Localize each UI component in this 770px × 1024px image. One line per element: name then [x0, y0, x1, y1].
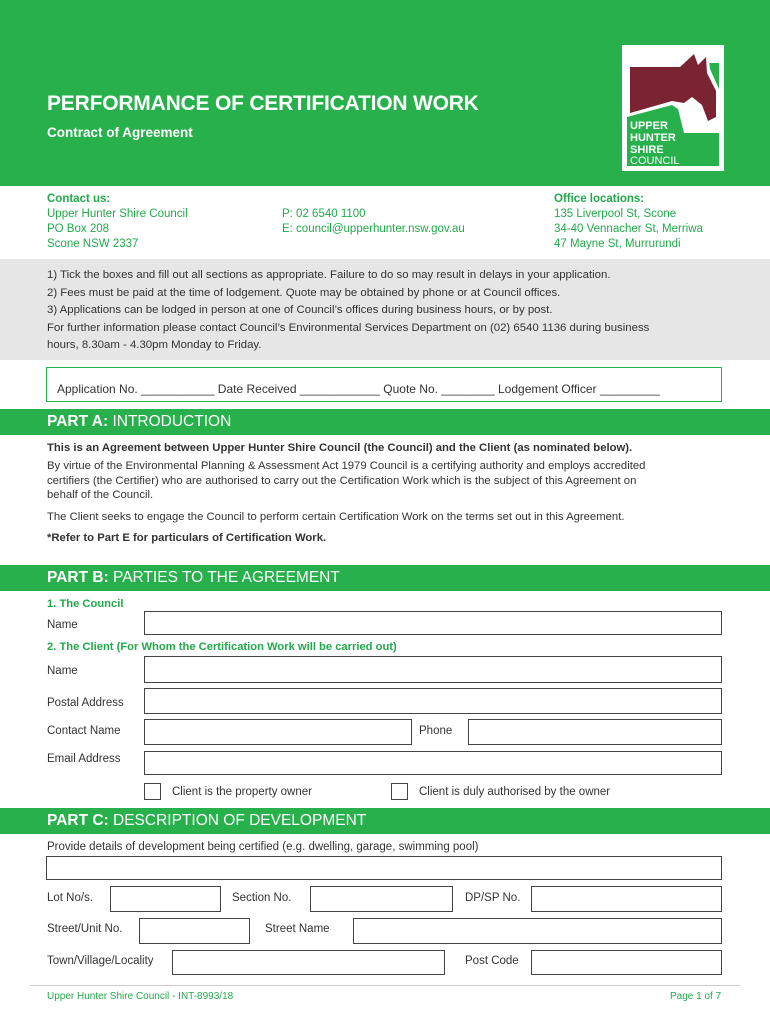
part-a-intro: This is an Agreement between Upper Hunter Shire Council (the Council) and the Client (as nominated below).: [47, 442, 633, 454]
email-label: Email Address: [47, 753, 121, 765]
logo-line-3: SHIRE: [630, 144, 664, 156]
street-name-label: Street Name: [265, 923, 330, 935]
street-unit-label: Street/Unit No.: [47, 923, 123, 935]
office-use-box: Application No. ___________ Date Received ____________ Quote No. ________ Lodgement Officer _________: [46, 367, 722, 402]
offices-heading: Office locations:: [554, 193, 645, 205]
street-unit-input[interactable]: [139, 918, 250, 944]
part-b-title: PARTIES TO THE AGREEMENT: [108, 569, 340, 586]
note-5: hours, 8.30am - 4.30pm Monday to Friday.: [47, 339, 262, 351]
section-label: Section No.: [232, 892, 292, 904]
property-owner-label: Client is the property owner: [172, 786, 312, 798]
client-name-input[interactable]: [144, 656, 722, 683]
authorised-owner-label: Client is duly authorised by the owner: [419, 786, 611, 798]
part-b-header: [0, 565, 770, 591]
development-instruction: Provide details of development being certified (e.g. dwelling, garage, swimming pool): [47, 841, 479, 853]
instructions-panel: [0, 259, 770, 360]
lot-label: Lot No/s.: [47, 892, 94, 904]
contact-email: E: council@upperhunter.nsw.gov.au: [282, 223, 465, 235]
lot-input[interactable]: [110, 886, 221, 912]
office-locations: [554, 192, 703, 252]
part-a-line: certifiers (the Certifier) who are authorised to carry out the Certification Work which is the subject of this Agreement on: [47, 474, 637, 487]
logo-line-4: COUNCIL: [630, 155, 680, 167]
note-2: 2) Fees must be paid at the time of lodgement. Quote may be obtained by phone or at Council offices.: [47, 286, 561, 299]
part-a-line: behalf of the Council.: [47, 489, 154, 502]
page-number: Page 1 of 7: [670, 991, 722, 1002]
email-input[interactable]: [144, 751, 722, 775]
office-line: 135 Liverpool St, Scone: [554, 208, 677, 220]
postcode-label: Post Code: [465, 955, 519, 967]
authorised-owner-checkbox[interactable]: [391, 783, 408, 800]
contact-heading: Contact us:: [47, 193, 111, 205]
part-b-prefix: PART B:: [47, 569, 109, 586]
part-a-paragraph-1: [47, 459, 727, 503]
office-line: 47 Mayne St, Murrurundi: [554, 238, 681, 250]
office-line: 34-40 Vennacher St, Merriwa: [554, 223, 703, 235]
page-subtitle: Contract of Agreement: [47, 125, 193, 140]
town-label: Town/Village/Locality: [47, 955, 154, 967]
part-c-prefix: PART C:: [47, 812, 109, 829]
footer-reference: Upper Hunter Shire Council - INT-8993/18: [47, 991, 234, 1002]
client-heading: 2. The Client (For Whom the Certification Work will be carried out): [47, 641, 397, 653]
part-a-prefix: PART A:: [47, 413, 109, 430]
section-input[interactable]: [310, 886, 453, 912]
postcode-input[interactable]: [531, 950, 722, 975]
contact-line: PO Box 208: [47, 223, 110, 235]
dpsp-label: DP/SP No.: [465, 892, 521, 904]
page-title: PERFORMANCE OF CERTIFICATION WORK: [47, 92, 479, 115]
part-a-paragraph-2: The Client seeks to engage the Council to perform certain Certification Work on the terms set out in this Agreement.: [47, 511, 625, 523]
contact-line: Upper Hunter Shire Council: [47, 208, 188, 220]
client-name-label: Name: [47, 665, 78, 677]
part-a-title: INTRODUCTION: [108, 413, 232, 430]
part-a-footnote: *Refer to Part E for particulars of Certification Work.: [47, 532, 327, 544]
contact-details: [282, 207, 465, 237]
note-1: 1) Tick the boxes and fill out all sections as appropriate. Failure to do so may result in delays in your application.: [47, 269, 611, 281]
note-4: For further information please contact Council’s Environmental Services Department on (02) 6540 1136 during business: [47, 321, 650, 334]
council-name-label: Name: [47, 619, 78, 631]
council-name-input[interactable]: [144, 611, 722, 635]
part-a-header: [0, 409, 770, 435]
phone-label: Phone: [419, 725, 453, 737]
note-3: 3) Applications can be lodged in person at one of Council’s offices during business hours, or by post.: [47, 304, 553, 316]
street-name-input[interactable]: [353, 918, 722, 944]
dpsp-input[interactable]: [531, 886, 722, 912]
part-c-header: [0, 808, 770, 834]
postal-address-label: Postal Address: [47, 697, 124, 709]
contact-name-label: Contact Name: [47, 725, 121, 737]
contact-block: [47, 192, 188, 252]
contact-line: Scone NSW 2337: [47, 238, 139, 250]
contact-phone: P: 02 6540 1100: [282, 208, 366, 220]
part-c-title: DESCRIPTION OF DEVELOPMENT: [108, 812, 367, 829]
horse-logo-icon: [622, 45, 724, 171]
phone-input[interactable]: [468, 719, 722, 745]
postal-address-input[interactable]: [144, 688, 722, 714]
contact-name-input[interactable]: [144, 719, 412, 745]
council-logo: [622, 45, 724, 171]
part-a-line: By virtue of the Environmental Planning & Assessment Act 1979 Council is a certifying authority and employs accredited: [47, 460, 646, 472]
logo-line-2: HUNTER: [630, 132, 676, 144]
development-details-input[interactable]: [46, 856, 722, 880]
logo-line-1: UPPER: [630, 120, 668, 132]
footer-divider: [30, 985, 740, 986]
property-owner-checkbox[interactable]: [144, 783, 161, 800]
town-input[interactable]: [172, 950, 445, 975]
council-heading: 1. The Council: [47, 598, 124, 610]
